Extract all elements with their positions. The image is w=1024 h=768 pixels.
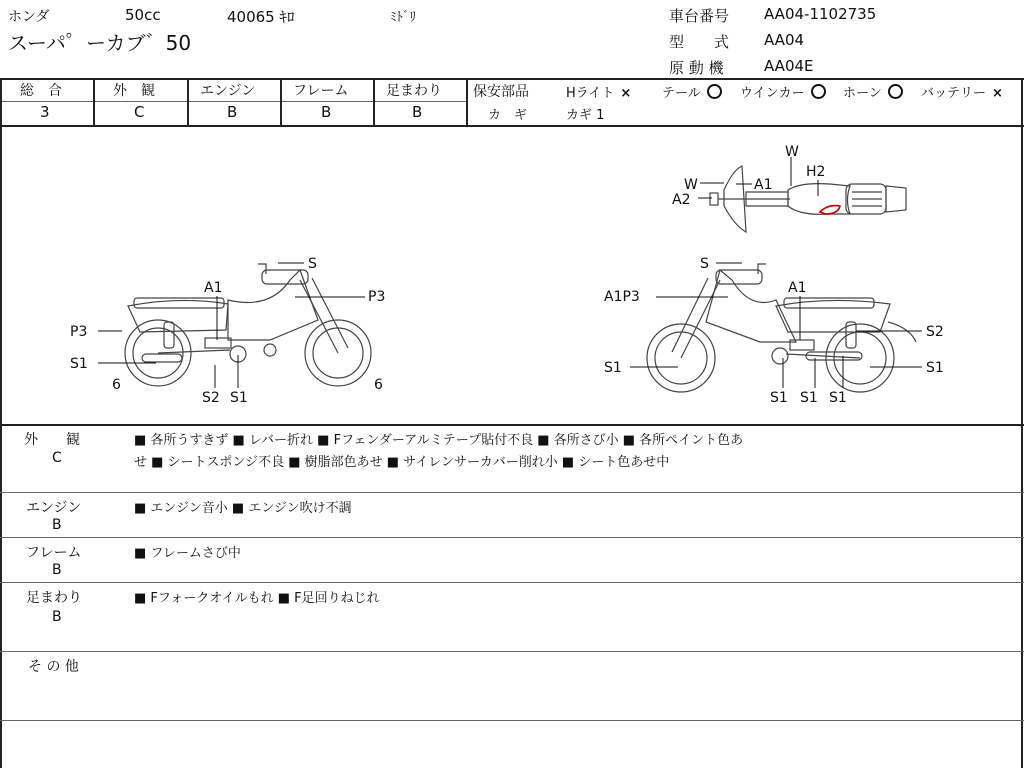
cross-mark-icon: × <box>992 86 1003 101</box>
diagram-label: P3 <box>368 289 386 305</box>
tail-label: テール <box>662 86 701 101</box>
safety-item-horn <box>843 82 903 101</box>
divider <box>373 78 375 125</box>
safety-item-tail <box>662 82 722 101</box>
displacement: 50cc <box>125 6 161 24</box>
remark-text: せ ■ シートスポンジ不良 ■ 樹脂部色あせ ■ サイレンサーカバー削れ小 ■ シート色あせ中 <box>134 455 670 470</box>
divider <box>466 78 468 125</box>
mileage: 40065 ｷﾛ <box>227 8 295 26</box>
diagram-label: S2 <box>926 324 944 340</box>
diagram-label: S1 <box>230 390 248 406</box>
diagram-label: A2 <box>672 192 691 208</box>
circle-mark-icon <box>811 84 826 99</box>
suspension-value: B <box>412 103 423 121</box>
diagram-label: 6 <box>112 377 121 393</box>
diagram-label: S <box>308 256 317 272</box>
divider <box>0 720 1024 721</box>
engine-label: エンジン <box>200 83 256 99</box>
divider <box>0 101 466 102</box>
diagram-label: S1 <box>800 390 818 406</box>
circle-mark-icon <box>707 84 722 99</box>
safety-item-winker <box>740 82 826 101</box>
diagram-label: S1 <box>770 390 788 406</box>
chassis-value: AA04-1102735 <box>764 5 877 23</box>
color: ﾐﾄﾞﾘ <box>390 10 416 25</box>
damage-diagram <box>0 126 1024 424</box>
divider <box>0 492 1024 493</box>
divider <box>0 424 1024 426</box>
winker-label: ウインカー <box>740 86 805 101</box>
horn-label: ホーン <box>843 86 882 101</box>
divider <box>280 78 282 125</box>
bike-right-view <box>647 264 916 392</box>
maker: ホンダ <box>8 9 50 25</box>
overall-label: 総 合 <box>20 83 62 99</box>
safety-item-battery <box>921 82 1003 101</box>
diagram-label: A1 <box>204 280 223 296</box>
diagram-label: S1 <box>926 360 944 376</box>
remark-text: ■ 各所うすきず ■ レバー折れ ■ Fフェンダーアルミテープ貼付不良 ■ 各所さび小 ■ 各所ペイント色あ <box>134 433 744 448</box>
exterior-value: C <box>134 103 145 121</box>
engine-model-value: AA04E <box>764 57 814 75</box>
remark-text: ■ エンジン音小 ■ エンジン吹け不調 <box>134 501 352 516</box>
diagram-label: S <box>700 256 709 272</box>
engine-value: B <box>227 103 238 121</box>
diagram-label: W <box>785 144 799 160</box>
type-label: 型 式 <box>669 33 730 51</box>
diagram-label: S1 <box>604 360 622 376</box>
remark-text: ■ Fフォークオイルもれ ■ F足回りねじれ <box>134 591 380 606</box>
remark-grade: B <box>52 562 62 578</box>
frame-label: フレーム <box>293 83 349 99</box>
remark-grade: B <box>52 517 62 533</box>
remark-label: 足まわり <box>26 590 82 606</box>
frame-value: B <box>321 103 332 121</box>
diagram-label: W <box>684 177 698 193</box>
divider <box>0 582 1024 583</box>
divider <box>187 78 189 125</box>
model-name: スーパ゜ーカブ゛50 <box>8 31 192 55</box>
diagram-label: S1 <box>70 356 88 372</box>
battery-label: バッテリー <box>921 86 987 101</box>
exterior-label: 外 観 <box>113 83 155 99</box>
suspension-label: 足まわり <box>386 83 442 99</box>
remark-label: 外 観 <box>24 432 80 448</box>
diagram-label: A1 <box>754 177 773 193</box>
safety-label: 保安部品 <box>473 84 529 100</box>
diagram-label: H2 <box>806 164 826 180</box>
remark-label: フレーム <box>26 545 82 561</box>
bike-left-view <box>125 264 371 386</box>
divider <box>0 651 1024 652</box>
diagram-label: P3 <box>70 324 88 340</box>
headlight-label: Hライト <box>566 86 615 101</box>
divider <box>93 78 95 125</box>
divider <box>0 537 1024 538</box>
remark-grade: C <box>52 450 62 466</box>
remark-label: そ の 他 <box>28 659 79 675</box>
damage-highlight <box>820 206 840 214</box>
key-value: カギ 1 <box>566 108 605 123</box>
diagram-label: 6 <box>374 377 383 393</box>
engine-model-label: 原 動 機 <box>669 59 724 77</box>
overall-value: 3 <box>40 103 50 121</box>
circle-mark-icon <box>888 84 903 99</box>
type-value: AA04 <box>764 31 805 49</box>
remark-text: ■ フレームさび中 <box>134 546 241 561</box>
diagram-label: A1P3 <box>604 289 640 305</box>
cross-mark-icon: × <box>620 86 632 101</box>
safety-item-headlight <box>566 82 631 101</box>
key-label: カ ギ <box>488 108 528 123</box>
chassis-label: 車台番号 <box>669 7 730 25</box>
diagram-label: A1 <box>788 280 807 296</box>
diagram-label: S2 <box>202 390 220 406</box>
remark-grade: B <box>52 609 62 625</box>
diagram-label: S1 <box>829 390 847 406</box>
remark-label: エンジン <box>26 500 82 516</box>
